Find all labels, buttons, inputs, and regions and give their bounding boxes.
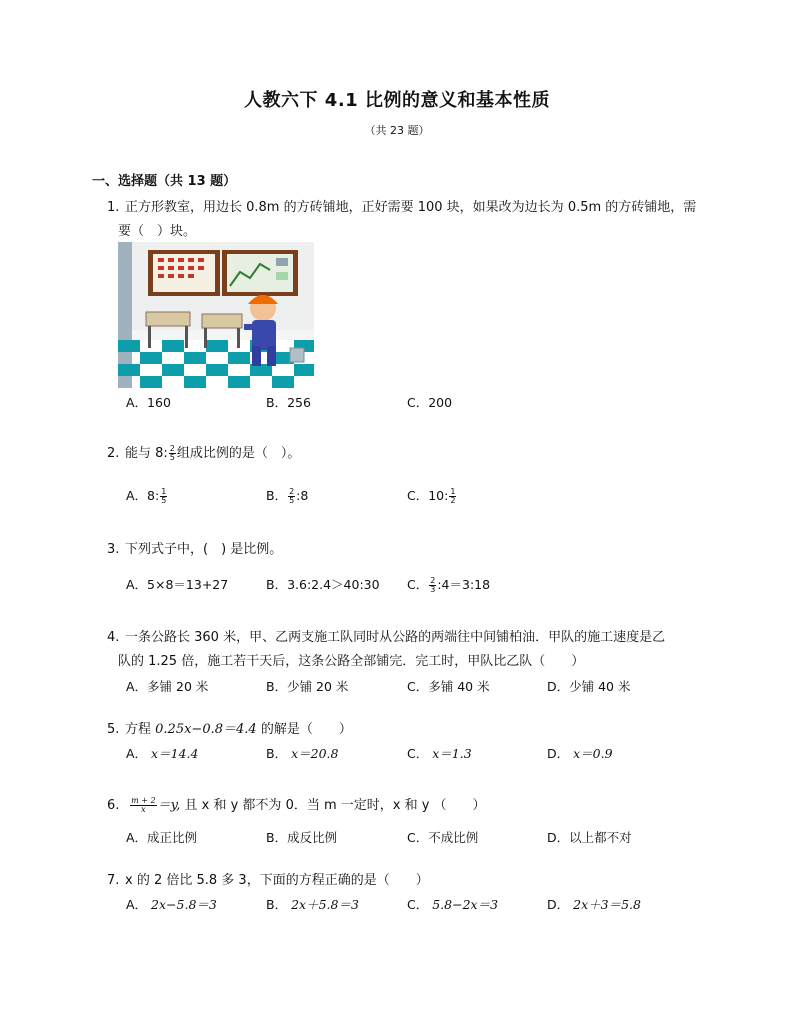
question-text-cont: 队的 1.25 倍，施工若干天后，这条公路全部铺完．完工时，甲队比乙队（ ） (118, 654, 585, 669)
option-label: B． (266, 897, 288, 912)
question-6 (107, 794, 707, 818)
option-expr: x＝1.3 (432, 746, 472, 761)
question-text-prefix: 方程 (125, 722, 152, 737)
question-1 (107, 196, 707, 244)
option-c[interactable] (407, 895, 498, 913)
question-text-after: 组成比例的是（ ）。 (176, 446, 301, 461)
fraction-numerator: 2 (169, 444, 175, 453)
question-text-cont: 要（ ）块。 (118, 224, 197, 239)
fraction-numerator: 1 (450, 487, 456, 496)
fraction (169, 445, 176, 462)
equation-tail: ＝y, (157, 798, 181, 813)
option-label: A． (126, 897, 148, 912)
fraction-denominator: 2 (450, 496, 456, 505)
option-d[interactable]: D．以上都不对 (547, 830, 632, 845)
option-a[interactable]: A．成正比例 (126, 830, 198, 845)
question-text-suffix: 的解是（ ） (260, 722, 352, 737)
question-4 (107, 626, 707, 674)
fraction-numerator: m + 2 (131, 796, 156, 805)
option-label: C． (407, 577, 429, 592)
question-number: 2. (107, 446, 120, 461)
option-c[interactable] (407, 744, 472, 762)
option-expr: 5.8−2x＝3 (432, 897, 499, 912)
option-b[interactable]: B．成反比例 (266, 830, 338, 845)
option-c[interactable] (407, 575, 490, 594)
option-c[interactable]: C．不成比例 (407, 830, 479, 845)
option-label: D． (547, 897, 570, 912)
document-subtitle: （共 23 题） (364, 124, 430, 137)
question-text: 正方形教室，用边长 0.8m 的方砖铺地，正好需要 100 块，如果改为边长为 0.5m 的方砖铺地，需 (125, 200, 697, 215)
question-number: 7. (107, 873, 120, 888)
question-2 (107, 442, 707, 466)
option-expr: x＝0.9 (573, 746, 613, 761)
fraction-denominator: 3 (430, 585, 436, 594)
question-number: 6. (107, 798, 120, 813)
question-5 (107, 718, 707, 742)
option-tail: :8 (296, 488, 309, 503)
option-label: B． (266, 746, 288, 761)
classroom-illustration (118, 242, 314, 388)
question-text: 一条公路长 360 米，甲、乙两支施工队同时从公路的两端往中间铺柏油．甲队的施工速度是乙 (125, 630, 666, 645)
fraction-denominator: 5 (161, 496, 167, 505)
option-expr: x＝14.4 (151, 746, 199, 761)
option-label: A．8: (126, 488, 160, 503)
option-expr: x＝20.8 (291, 746, 339, 761)
option-expr: 2x−5.8＝3 (151, 897, 217, 912)
equation: 0.25x−0.8＝4.4 (155, 722, 257, 737)
option-b[interactable] (266, 486, 308, 505)
fraction (130, 797, 156, 814)
option-a[interactable]: A．160 (126, 395, 171, 410)
option-a[interactable]: A．多铺 20 米 (126, 679, 209, 694)
option-expr: 2x＋3＝5.8 (573, 897, 641, 912)
question-number: 4. (107, 630, 120, 645)
fraction-numerator: 1 (161, 487, 167, 496)
option-d[interactable] (547, 744, 613, 762)
question-number: 1. (107, 200, 120, 215)
option-a[interactable] (126, 744, 198, 762)
option-a[interactable] (126, 486, 168, 505)
option-b[interactable]: B．3.6:2.4＞40:30 (266, 577, 380, 592)
option-label: D． (547, 746, 570, 761)
fraction-denominator: x (141, 805, 146, 814)
fraction-numerator: 2 (289, 487, 295, 496)
fraction-denominator: 5 (289, 496, 295, 505)
option-label: C． (407, 897, 429, 912)
option-a[interactable] (126, 895, 217, 913)
question-text: 下列式子中，( ) 是比例。 (125, 542, 283, 557)
option-label: C．10: (407, 488, 449, 503)
option-label: B． (266, 488, 288, 503)
question-number: 5. (107, 722, 120, 737)
option-c[interactable]: C．200 (407, 395, 453, 410)
option-d[interactable] (547, 895, 641, 913)
question-text-before: 能与 8: (125, 446, 168, 461)
option-b[interactable] (266, 744, 338, 762)
option-expr: 2x＋5.8＝3 (291, 897, 359, 912)
section-heading: 一、选择题（共 13 题） (92, 174, 237, 189)
option-c[interactable]: C．多铺 40 米 (407, 679, 490, 694)
option-a[interactable]: A．5×8＝13+27 (126, 577, 229, 592)
option-b[interactable] (266, 895, 359, 913)
option-d[interactable]: D．少铺 40 米 (547, 679, 631, 694)
question-number: 3. (107, 542, 120, 557)
question-text: 且 x 和 y 都不为 0．当 m 一定时，x 和 y （ ） (184, 798, 486, 813)
fraction-denominator: 5 (169, 453, 175, 462)
fraction-numerator: 2 (430, 576, 436, 585)
option-c[interactable] (407, 486, 457, 505)
question-text: x 的 2 倍比 5.8 多 3，下面的方程正确的是（ ） (125, 873, 429, 888)
document-title: 人教六下 4.1 比例的意义和基本性质 (244, 90, 550, 111)
question-3 (107, 538, 707, 562)
option-label: A． (126, 746, 148, 761)
question-7 (107, 869, 707, 893)
option-b[interactable]: B．256 (266, 395, 311, 410)
option-b[interactable]: B．少铺 20 米 (266, 679, 349, 694)
option-tail: :4＝3:18 (437, 577, 491, 592)
option-label: C． (407, 746, 429, 761)
